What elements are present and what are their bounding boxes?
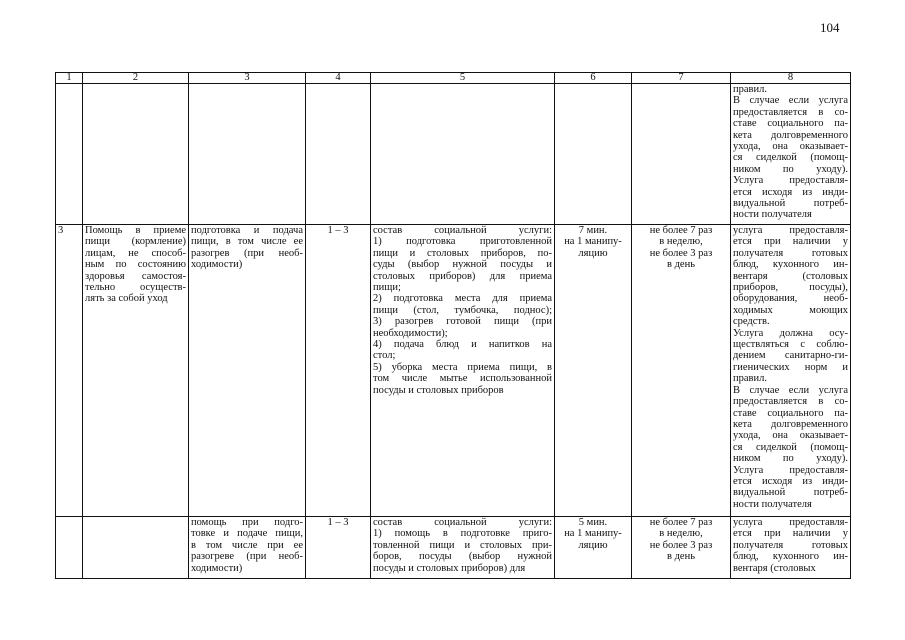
cell-empty xyxy=(189,84,306,225)
cell-empty xyxy=(83,84,189,225)
services-table xyxy=(55,72,851,579)
text-line: состав социальной услуги: xyxy=(373,225,552,236)
text-line: средств. xyxy=(733,316,770,328)
text-line: на 1 манипу- xyxy=(564,528,622,540)
text-line: вентаря (столовых xyxy=(733,270,848,282)
text-line: товке и подаче пищи, xyxy=(191,528,303,540)
cell-service-name xyxy=(83,225,189,517)
text-line: пищи (кормление) xyxy=(85,236,186,248)
text-line: ходимости) xyxy=(191,562,243,574)
cell-empty xyxy=(56,517,83,579)
text-line: правил. xyxy=(733,373,767,385)
text-line: правил. xyxy=(733,84,767,95)
cell-conditions xyxy=(731,517,851,579)
text-line: не более 7 раз xyxy=(649,225,713,236)
cell-description xyxy=(371,225,555,517)
text-line: лицам, не способ- xyxy=(85,247,186,259)
text-line: 5) уборка места приема пищи, в xyxy=(373,361,552,373)
text-line: приборов, посуды), xyxy=(733,282,848,294)
text-line: ником по уходу). xyxy=(733,163,848,175)
text-line: пищи и столовых приборов, по- xyxy=(373,247,552,259)
text-line: ности получателя xyxy=(733,498,812,510)
text-line: на 1 манипу- xyxy=(564,236,622,248)
cell-empty xyxy=(56,84,83,225)
text-line: предоставляется в со- xyxy=(733,396,848,408)
text-line: ется исходя из инди- xyxy=(733,186,848,198)
text-line: пищи; xyxy=(373,282,401,294)
subservice-text xyxy=(191,517,303,574)
frequency-text xyxy=(634,517,728,563)
text-line: ляцию xyxy=(578,539,608,551)
text-line: получателя готовых xyxy=(733,539,848,551)
text-line: ности получателя xyxy=(733,209,812,221)
cell-frequency xyxy=(632,225,731,517)
text-line: состав социальной услуги: xyxy=(373,517,552,528)
header-col-5: 5 xyxy=(371,73,555,84)
text-line: ставе социального па- xyxy=(733,118,848,130)
text-line: разогреве (при необ- xyxy=(191,551,303,563)
text-line: суды (выбор нужной посуды и xyxy=(373,259,552,271)
cell-duration xyxy=(555,517,632,579)
text-line: вентаря (столовых xyxy=(733,562,816,574)
text-line: посуды и столовых приборов) для xyxy=(373,562,526,574)
cell-volume: 1 – 3 xyxy=(306,517,371,579)
text-line: в неделю, xyxy=(659,528,703,540)
text-line: предоставляется в со- xyxy=(733,106,848,118)
text-line: ставе социального па- xyxy=(733,407,848,419)
text-line: гиенических норм и xyxy=(733,361,848,373)
text-line: получателя готовых xyxy=(733,247,848,259)
header-col-4: 4 xyxy=(306,73,371,84)
text-line: ляцию xyxy=(578,247,608,259)
cell-empty xyxy=(371,84,555,225)
text-line: пищи (стол, тумбочка, поднос); xyxy=(373,304,552,316)
text-line: стол; xyxy=(373,350,396,362)
text-line: товленной пищи и столовых при- xyxy=(373,539,552,551)
text-line: ходимых моющих xyxy=(733,304,848,316)
cell-empty xyxy=(306,84,371,225)
text-line: Услуга должна осу- xyxy=(733,327,848,339)
text-line: в день xyxy=(667,259,695,271)
cell-number: 3 xyxy=(56,225,83,517)
text-line: 3) разогрев готовой пищи (при xyxy=(373,316,552,328)
text-line: ником по уходу). xyxy=(733,453,848,465)
text-line: ухода, она оказывает- xyxy=(733,430,848,442)
duration-text xyxy=(557,225,629,259)
text-line: дением санитарно-ги- xyxy=(733,350,848,362)
text-line: 5 мин. xyxy=(578,517,608,528)
text-line: не более 7 раз xyxy=(649,517,713,528)
header-col-2: 2 xyxy=(83,73,189,84)
text-line: 2) подготовка места для приема xyxy=(373,293,552,305)
text-line: Помощь в приеме xyxy=(85,225,186,236)
text-line: ходимости) xyxy=(191,259,243,271)
text-line: 7 мин. xyxy=(578,225,608,236)
cell-duration xyxy=(555,225,632,517)
text-line: услуга предоставля- xyxy=(733,517,848,528)
text-line: помощь при подго- xyxy=(191,517,303,528)
cell-empty xyxy=(83,517,189,579)
text-line: подготовка и подача xyxy=(191,225,303,236)
header-col-7: 7 xyxy=(632,73,731,84)
table-row-subservice xyxy=(56,517,851,579)
cell-volume: 1 – 3 xyxy=(306,225,371,517)
text-line: не более 3 раз xyxy=(649,539,713,551)
header-col-3: 3 xyxy=(189,73,306,84)
text-line: разогрев (при необ- xyxy=(191,247,303,259)
text-line: 1) помощь в подготовке приго- xyxy=(373,528,552,540)
conditions-text xyxy=(733,84,848,221)
subservice-text xyxy=(191,225,303,271)
text-line: лять за собой уход xyxy=(85,293,168,305)
conditions-text xyxy=(733,225,848,510)
description-text xyxy=(373,517,552,574)
text-line: боров, посуды (выбор нужной xyxy=(373,551,552,563)
text-line: ся сиделкой (помощ- xyxy=(733,441,848,453)
text-line: видуальной потреб- xyxy=(733,198,848,210)
cell-conditions xyxy=(731,225,851,517)
duration-text xyxy=(557,517,629,551)
text-line: столовых приборов) для приема xyxy=(373,270,552,282)
text-line: ухода, она оказывает- xyxy=(733,141,848,153)
text-line: блюд, кухонного ин- xyxy=(733,551,848,563)
cell-frequency xyxy=(632,517,731,579)
description-text xyxy=(373,225,552,396)
text-line: том числе мытье использованной xyxy=(373,373,552,385)
text-line: необходимости); xyxy=(373,327,448,339)
header-col-6: 6 xyxy=(555,73,632,84)
service-name-text xyxy=(85,225,186,305)
header-row xyxy=(56,73,851,84)
text-line: не более 3 раз xyxy=(649,247,713,259)
text-line: тельно осуществ- xyxy=(85,282,186,294)
cell-empty xyxy=(632,84,731,225)
cell-empty xyxy=(555,84,632,225)
text-line: оборудования, необ- xyxy=(733,293,848,305)
text-line: пищи, в том числе ее xyxy=(191,236,303,248)
text-line: ся сиделкой (помощ- xyxy=(733,152,848,164)
cell-subservice xyxy=(189,225,306,517)
text-line: кета долговременного xyxy=(733,418,848,430)
text-line: 4) подача блюд и напитков на xyxy=(373,339,552,351)
text-line: Услуга предоставля- xyxy=(733,464,848,476)
header-col-1: 1 xyxy=(56,73,83,84)
conditions-text xyxy=(733,517,848,574)
frequency-text xyxy=(634,225,728,271)
text-line: услуга предоставля- xyxy=(733,225,848,236)
cell-subservice xyxy=(189,517,306,579)
text-line: блюд, кухонного ин- xyxy=(733,259,848,271)
text-line: В случае если услуга xyxy=(733,95,848,107)
text-line: посуды и столовых приборов xyxy=(373,384,504,396)
cell-description xyxy=(371,517,555,579)
table-row-service-3 xyxy=(56,225,851,517)
text-line: в том числе при ее xyxy=(191,539,303,551)
text-line: в день xyxy=(667,551,695,563)
text-line: видуальной потреб- xyxy=(733,487,848,499)
cell-conditions xyxy=(731,84,851,225)
text-line: в неделю, xyxy=(659,236,703,248)
text-line: Услуга предоставля- xyxy=(733,175,848,187)
text-line: ется при наличии у xyxy=(733,528,848,540)
table-row-continued xyxy=(56,84,851,225)
text-line: ным по состоянию xyxy=(85,259,186,271)
text-line: 1) подготовка приготовленной xyxy=(373,236,552,248)
text-line: В случае если услуга xyxy=(733,384,848,396)
header-col-8: 8 xyxy=(731,73,851,84)
text-line: кета долговременного xyxy=(733,129,848,141)
text-line: ется исходя из инди- xyxy=(733,475,848,487)
page-number: 104 xyxy=(820,20,840,35)
text-line: здоровья самостоя- xyxy=(85,270,186,282)
text-line: ществляться с соблю- xyxy=(733,339,848,351)
text-line: ется при наличии у xyxy=(733,236,848,248)
